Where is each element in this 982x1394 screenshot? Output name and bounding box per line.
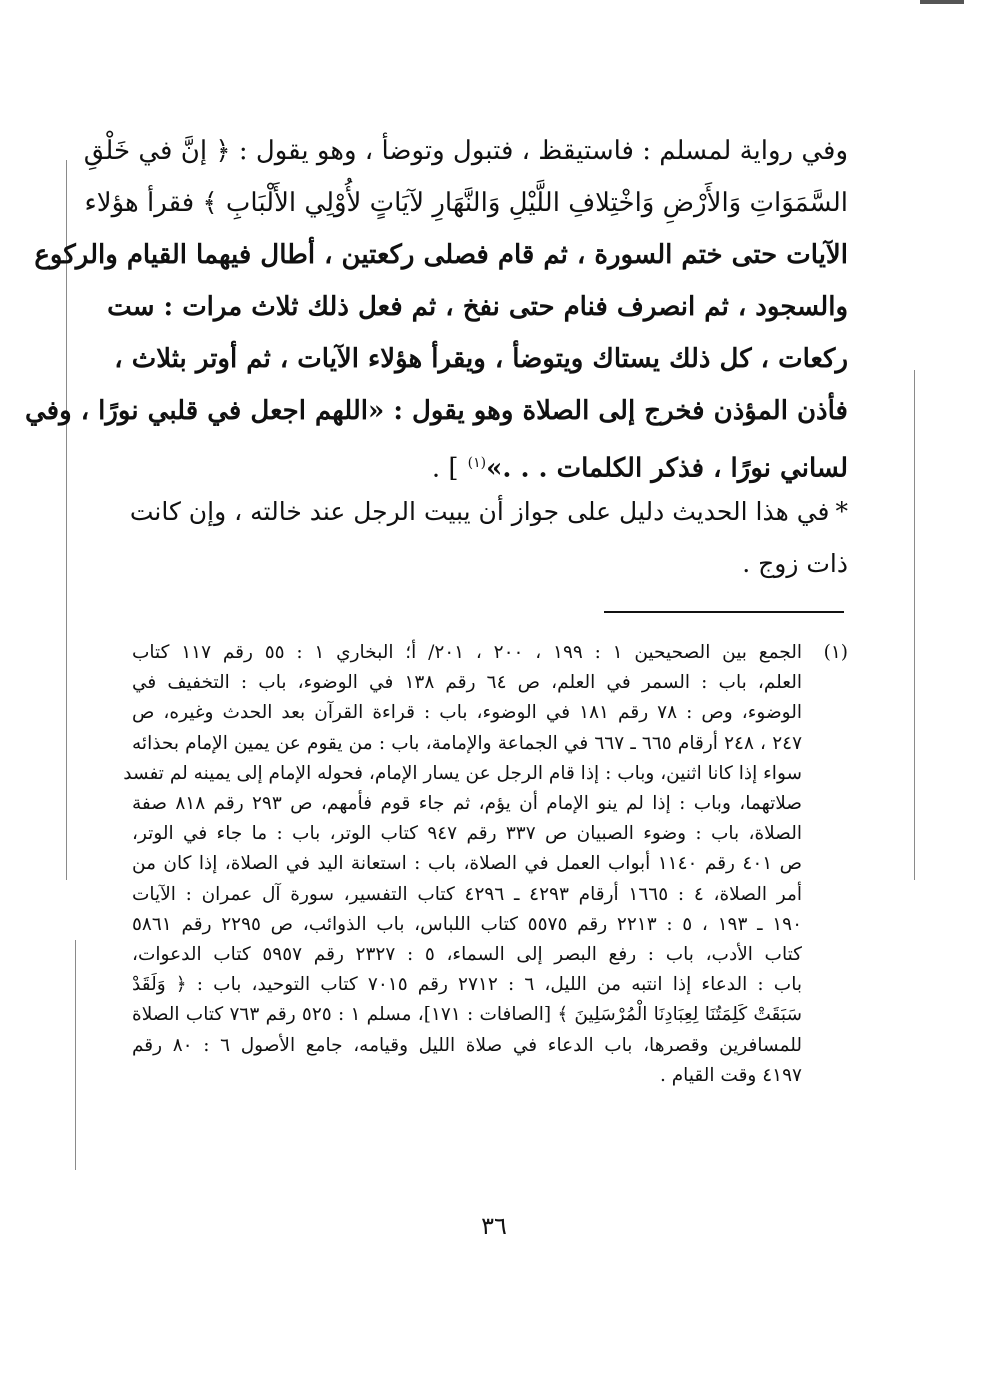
footnote-line-text: ٢٤٧ ، ٢٤٨ أرقام ٦٦٥ ـ ٦٦٧ في الجماعة والإمامة، باب : من يقوم عن يمين الإمام بحذائه (132, 732, 803, 754)
main-line-4 (107, 281, 848, 333)
footnote-line (132, 880, 848, 910)
page-number: ٣٦ (481, 1212, 507, 1240)
scan-edge-line-left-lower (75, 940, 76, 1170)
commentary-line-1-text: في هذا الحديث دليل على جواز أن يبيت الرجل عند خالته ، وإن كانت (129, 497, 830, 526)
footnote-line (132, 910, 848, 940)
footnote-line (132, 668, 848, 698)
footnote-line-text: للمسافرين وقصرها، باب الدعاء في صلاة الليل وقيامه، جامع الأصول ٦ : ٨٠ رقم (132, 1034, 802, 1056)
footnote-line-text: كتاب الأدب، باب : رفع البصر إلى السماء، ٥ : ٢٣٢٧ رقم ٥٩٥٧ كتاب الدعوات، (132, 944, 802, 966)
footnote-line-text: الجمع بين الصحيحين ١ : ١٩٩ ، ٢٠٠ ، ٢٠١/ أ؛ البخاري ١ : ٥٥ رقم ١١٧ كتاب (132, 642, 802, 663)
footnote-line-text: سَبَقَتْ كَلِمَتُنَا لِعِبَادِنَا الْمُرْسَلِينَ ﴾ [الصافات : ١٧١]، مسلم ١ : ٥٢٥ رقم ٧٦٣ كتاب الصلاة (132, 1004, 802, 1026)
scan-edge-line-right (914, 370, 915, 880)
footnote-line (132, 638, 848, 668)
footnote-line-text: العلم، باب : السمر في العلم، ص ٦٤ رقم ١٣٨ في الوضوء، باب : التخفيف في (132, 672, 802, 694)
closing-bracket: ] . (431, 453, 459, 484)
footnote-line (123, 759, 848, 789)
footnote-line (132, 1061, 848, 1091)
footnote-line-text: صلاتهما، وباب : إذا لم ينو الإمام أن يؤم، ثم جاء قوم فأمهم، ص ٢٩٣ رقم ٨١٨ صفة (132, 793, 802, 815)
main-line-3 (34, 229, 848, 281)
commentary-line-1 (129, 486, 848, 538)
footnote-line-text: الوضوء، وص : ٧٨ رقم ١٨١ في الوضوء، باب : قراءة القرآن بعد الحدث وغيره، ص (132, 702, 802, 724)
commentary-line-2-text: ذات زوج . (742, 549, 848, 578)
commentary-line-2 (138, 538, 848, 590)
main-line-1-text: وفي رواية لمسلم : فاستيقظ ، فتبول وتوضأ ، وهو يقول : ﴿ إنَّ في خَلْقِ (83, 136, 848, 166)
main-line-5-text: ركعات ، كل ذلك يستاك ويتوضأ ، ويقرأ هؤلاء الآيات ، ثم أوتر بثلاث ، (114, 344, 848, 374)
footnote-number: (١) (823, 642, 848, 663)
footnote-line (132, 970, 848, 1000)
footnote-separator-rule (604, 611, 844, 613)
main-line-6-text: فأذن المؤذن فخرج إلى الصلاة وهو يقول : «اللهم اجعل في قلبي نورًا ، وفي (25, 396, 848, 426)
footnote-reference-marker: (١) (467, 455, 487, 471)
footnote-line-text: سواء إذا كانا اثنين، وباب : إذا قام الرجل عن يسار الإمام، فحوله الإمام إلى يمينه لم تفسد (123, 762, 802, 784)
commentary-block (129, 486, 848, 590)
main-line-3-text: الآيات حتى ختم السورة ، ثم قام فصلى ركعتين ، أطال فيهما القيام والركوع (34, 240, 848, 270)
footnote-line (132, 789, 848, 819)
main-line-4-text: والسجود ، ثم انصرف فنام حتى نفخ ، ثم فعل ذلك ثلاث مرات : ست (107, 292, 848, 322)
main-line-6 (25, 385, 848, 437)
footnote-line (132, 1000, 848, 1030)
footnote-line (132, 729, 848, 759)
footnote-line-text: أمر الصلاة، ٤ : ١٦٦٥ أرقام ٤٢٩٣ ـ ٤٢٩٦ كتاب التفسير، سورة آل عمران : الآيات (132, 883, 802, 905)
footnote-line (132, 698, 848, 728)
main-line-2-text: السَّمَوَاتِ وَالأَرْضِ وَاخْتِلافِ اللَّيْلِ وَالنَّهَارِ لآيَاتٍ لأُوْلِي الأَلْبَابِ ﴾ فقرأ هؤلاء (84, 188, 848, 218)
footnote-line (132, 1031, 848, 1061)
main-line-5 (114, 333, 848, 385)
main-line-1 (83, 125, 848, 177)
footnote-line-text: ١٩٠ ـ ١٩٣ ، ٥ : ٢٢١٣ رقم ٥٥٧٥ كتاب اللباس، باب الذوائب، ص ٢٢٩٥ رقم ٥٨٦١ (132, 913, 803, 935)
footnote-line-text: الصلاة، باب : وضوء الصبيان ص ٣٣٧ رقم ٩٤٧ كتاب الوتر، باب : ما جاء في الوتر، (132, 823, 802, 845)
footnote-line (132, 819, 848, 849)
scan-corner-mark (920, 0, 964, 4)
main-hadith-text (25, 125, 848, 495)
main-line-2 (84, 177, 848, 229)
footnote-line-text: باب : الدعاء إذا انتبه من الليل، ٦ : ٢٧١٢ رقم ٧٠١٥ كتاب التوحيد، باب : ﴿ وَلَقَدْ (132, 974, 802, 996)
footnote-line (132, 849, 848, 879)
main-line-7-text: لساني نورًا ، فذكر الكلمات . . .» (486, 453, 848, 484)
bullet-star: * (835, 497, 848, 526)
footnote-line (132, 940, 848, 970)
footnote-block (123, 638, 848, 1091)
footnote-line-text: ص ٤٠١ رقم ١١٤٠ أبواب العمل في الصلاة، باب : استعانة اليد في الصلاة، إذا كان من (132, 853, 803, 875)
footnote-line-text: ٤١٩٧ وقت القيام . (659, 1064, 802, 1086)
